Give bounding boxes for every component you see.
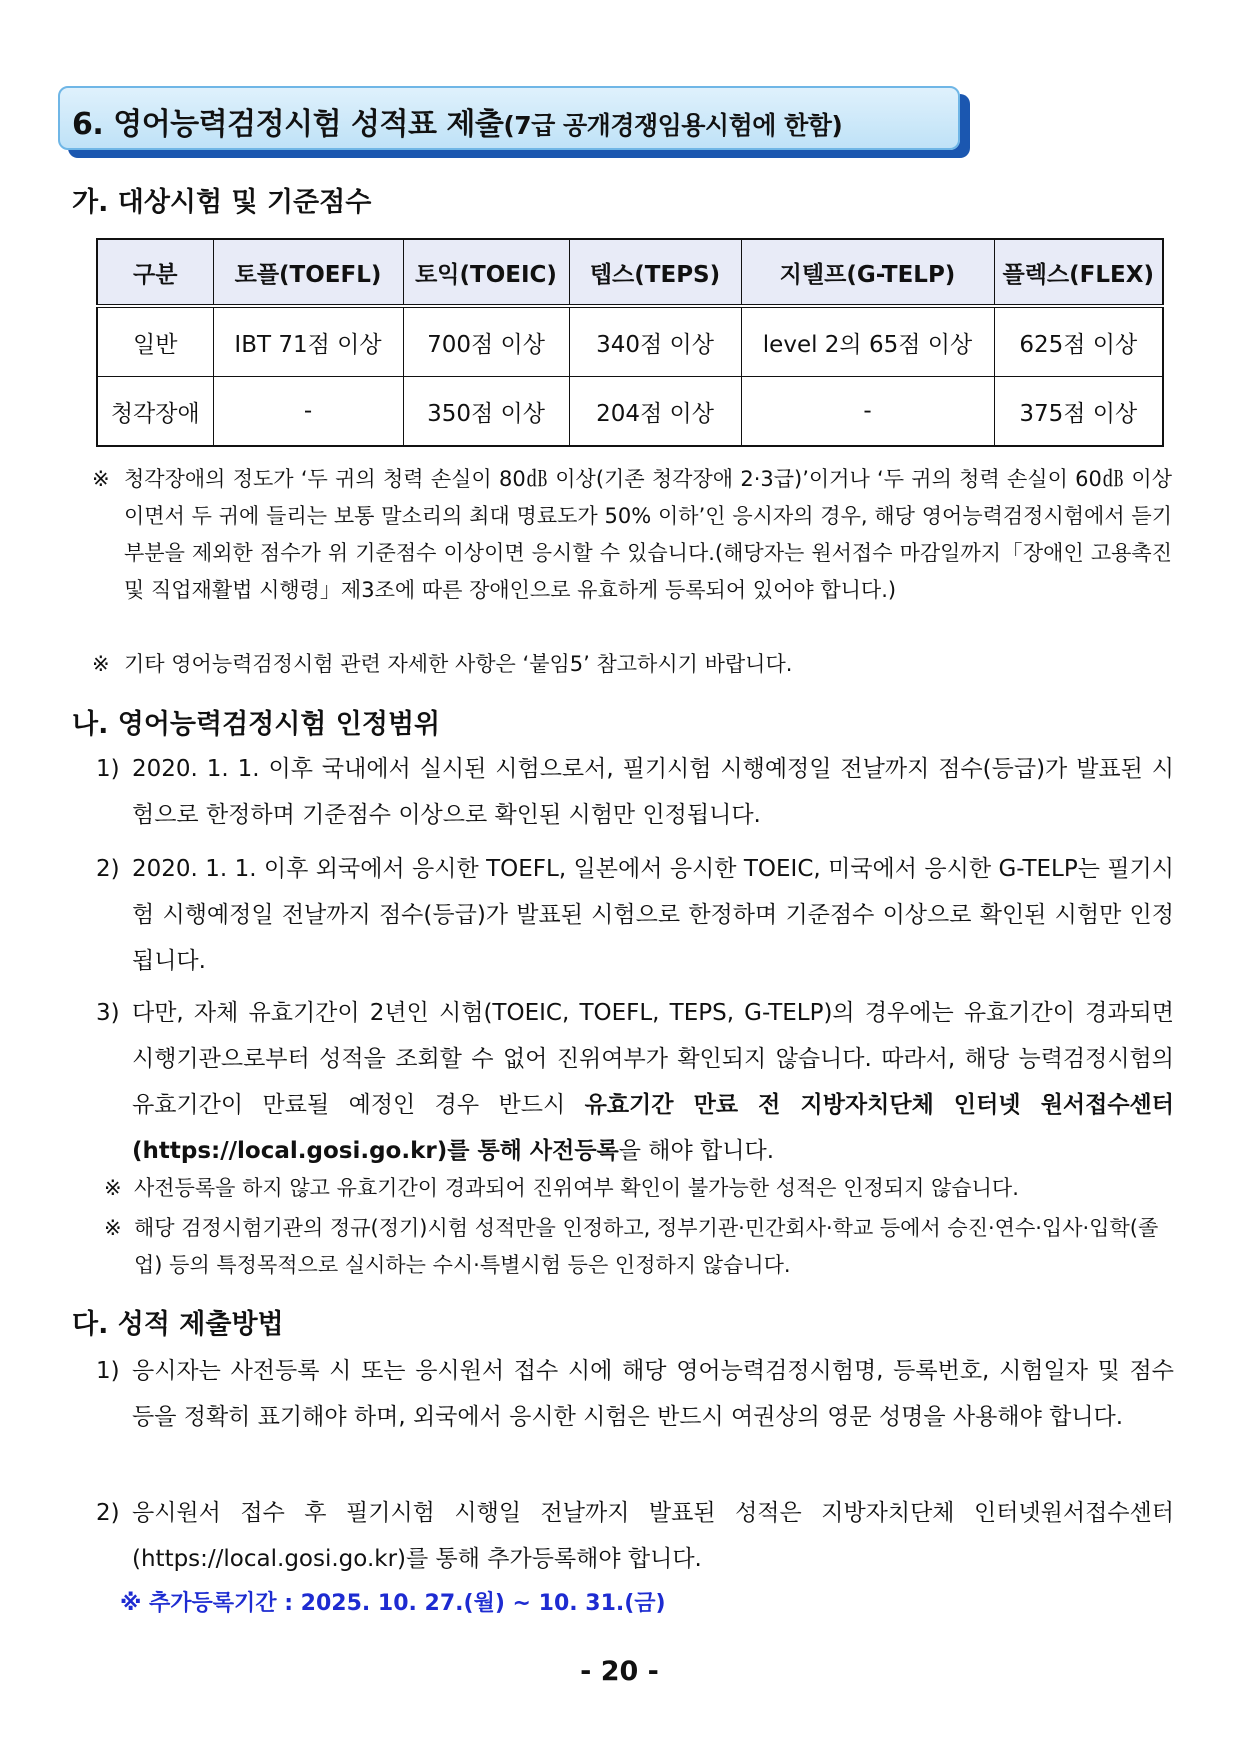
note-hearing-impairment: [92, 461, 1172, 609]
table-header-row: [97, 239, 1163, 306]
item-number: 3): [96, 1000, 120, 1026]
note-mark: ※: [92, 652, 110, 676]
item-number: 1): [96, 1358, 120, 1384]
row-general-toefl: IBT 71점 이상: [213, 306, 403, 377]
row-general-flex: 625점 이상: [994, 306, 1163, 377]
note-regular-exam: [104, 1210, 1174, 1284]
table-row: [97, 306, 1163, 377]
list-item: [96, 990, 1174, 1174]
row-general-toeic: 700점 이상: [403, 306, 569, 377]
note-appendix: [92, 646, 1172, 683]
note-mark: ※: [104, 1176, 122, 1200]
row-hearing-flex: 375점 이상: [994, 377, 1163, 447]
note-text: 사전등록을 하지 않고 유효기간이 경과되어 진위여부 확인이 불가능한 성적은 인정되지 않습니다.: [134, 1176, 1019, 1200]
banner-title-sub: (7급 공개경쟁임용시험에 한함): [503, 111, 843, 140]
score-table: [96, 238, 1164, 447]
note-text: 청각장애의 정도가 ‘두 귀의 청력 손실이 80㏈ 이상(기존 청각장애 2·3급)’이거나 ‘두 귀의 청력 손실이 60㏈ 이상이면서 두 귀에 들리는 보통 말소리의 최대 명료도가 50% 이하’인 응시자의 경우, 해당 영어능력검정시험에서 듣기부분을 제외한 점수가 위 기준점수 이상이면 응시할 수 있습니다.(해당자는 원서접수 마감일까지「장애인 고용촉진 및 직업재활법 시행령」제3조에 따른 장애인으로 유효하게 등록되어 있어야 합니다.): [124, 467, 1172, 602]
item-text: [132, 990, 1174, 1174]
header-category: 구분: [97, 239, 213, 306]
item-text-emphasis: 유효기간 만료 전 지방자치단체 인터넷 원서접수센터(https://local.gosi.go.kr)를 통해 사전등록: [132, 1092, 1174, 1164]
header-toeic: 토익(TOEIC): [403, 239, 569, 306]
note-text: 해당 검정시험기관의 정규(정기)시험 성적만을 인정하고, 정부기관·민간회사·학교 등에서 승진·연수·입사·입학(졸업) 등의 특정목적으로 실시하는 수시·특별시험 등은 인정하지 않습니다.: [134, 1216, 1159, 1277]
item-number: 2): [96, 856, 120, 882]
item-number: 1): [96, 756, 120, 782]
row-general-category: 일반: [97, 306, 213, 377]
section-banner: [58, 86, 960, 150]
item-text: 응시원서 접수 후 필기시험 시행일 전날까지 발표된 성적은 지방자치단체 인터넷원서접수센터(https://local.gosi.go.kr)를 통해 추가등록해야 합니다.: [132, 1500, 1174, 1572]
banner-title: [72, 99, 842, 143]
note-mark: ※: [104, 1216, 122, 1240]
row-hearing-gtelp: -: [741, 377, 994, 447]
item-number: 2): [96, 1500, 120, 1526]
header-toefl: 토플(TOEFL): [213, 239, 403, 306]
item-text-before: 다만, 자체 유효기간이 2년인 시험(TOEIC, TOEFL, TEPS, G-TELP)의 경우에는 유효기간이 경과되면 시행기관으로부터 성적을 조회할 수 없어 진위여부가 확인되지 않습니다. 따라서, 해당 능력검정시험의 유효기간이 만료될 예정인 경우 반드시: [132, 1000, 1174, 1118]
note-mark: ※: [92, 467, 110, 491]
banner-title-main: 6. 영어능력검정시험 성적표 제출: [72, 107, 504, 142]
item-text: 2020. 1. 1. 이후 국내에서 실시된 시험으로서, 필기시험 시행예정일 전날까지 점수(등급)가 발표된 시험으로 한정하며 기준점수 이상으로 확인된 시험만 인정됩니다.: [132, 756, 1174, 828]
row-hearing-teps: 204점 이상: [569, 377, 741, 447]
table-row: [97, 377, 1163, 447]
list-item: [96, 846, 1174, 984]
section-b-heading: 나. 영어능력검정시험 인정범위: [72, 709, 441, 740]
note-text: 기타 영어능력검정시험 관련 자세한 사항은 ‘붙임5’ 참고하시기 바랍니다.: [124, 652, 793, 676]
item-text-after: 을 해야 합니다.: [618, 1138, 775, 1164]
row-general-teps: 340점 이상: [569, 306, 741, 377]
section-c-heading: 다. 성적 제출방법: [72, 1309, 284, 1340]
item-text: 응시자는 사전등록 시 또는 응시원서 접수 시에 해당 영어능력검정시험명, 등록번호, 시험일자 및 점수 등을 정확히 표기해야 하며, 외국에서 응시한 시험은 반드시 여권상의 영문 성명을 사용해야 합니다.: [132, 1358, 1174, 1430]
item-text: 2020. 1. 1. 이후 외국에서 응시한 TOEFL, 일본에서 응시한 TOEIC, 미국에서 응시한 G-TELP는 필기시험 시행예정일 전날까지 점수(등급)가 발표된 시험으로 한정하며 기준점수 이상으로 확인된 시험만 인정됩니다.: [132, 856, 1174, 974]
header-gtelp: 지텔프(G-TELP): [741, 239, 994, 306]
section-a-heading: 가. 대상시험 및 기준점수: [72, 187, 372, 218]
list-item: [96, 1348, 1174, 1440]
row-hearing-category: 청각장애: [97, 377, 213, 447]
list-item: [96, 746, 1174, 838]
row-hearing-toefl: -: [213, 377, 403, 447]
row-hearing-toeic: 350점 이상: [403, 377, 569, 447]
row-general-gtelp: level 2의 65점 이상: [741, 306, 994, 377]
page-number: - 20 -: [580, 1656, 659, 1687]
note-registration: [104, 1170, 1174, 1207]
header-flex: 플렉스(FLEX): [994, 239, 1163, 306]
list-item: [96, 1490, 1174, 1582]
header-teps: 텝스(TEPS): [569, 239, 741, 306]
additional-registration-period: ※ 추가등록기간 : 2025. 10. 27.(월) ~ 10. 31.(금): [120, 1591, 666, 1616]
